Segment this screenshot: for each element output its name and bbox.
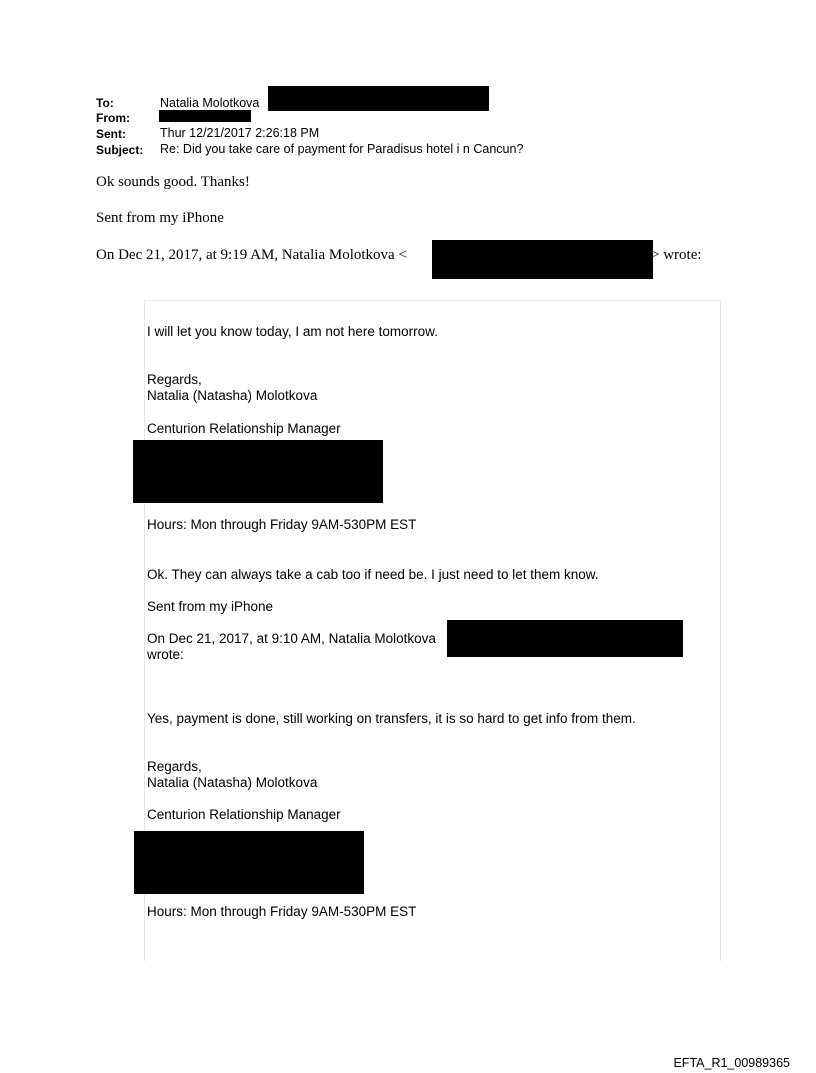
quote2-intro-line1: On Dec 21, 2017, at 9:10 AM, Natalia Molotkova <box>147 631 436 646</box>
redaction-quote1-contact <box>133 440 383 503</box>
quote-intro-before: On Dec 21, 2017, at 9:19 AM, Natalia Molotkova < <box>96 247 407 263</box>
from-label: From: <box>96 111 130 125</box>
redaction-quote2-email <box>447 620 683 657</box>
quote3-title: Centurion Relationship Manager <box>147 807 341 822</box>
quote3-message: Yes, payment is done, still working on transfers, it is so hard to get info from them. <box>147 711 636 726</box>
quote3-hours: Hours: Mon through Friday 9AM-530PM EST <box>147 904 417 919</box>
quote1-name: Natalia (Natasha) Molotkova <box>147 388 318 403</box>
quote1-hours: Hours: Mon through Friday 9AM-530PM EST <box>147 517 417 532</box>
to-value: Natalia Molotkova <box>160 96 260 110</box>
quote2-message: Ok. They can always take a cab too if need be. I just need to let them know. <box>147 567 599 582</box>
to-label: To: <box>96 96 114 110</box>
redaction-quote-email <box>432 240 653 279</box>
reply-line: Ok sounds good. Thanks! <box>96 174 250 190</box>
quote1-regards: Regards, <box>147 372 202 387</box>
quote2-intro-line2: wrote: <box>147 647 184 662</box>
subject-value: Re: Did you take care of payment for Paradisus hotel i n Cancun? <box>160 142 524 156</box>
redaction-quote3-contact <box>134 831 364 894</box>
sent-value: Thur 12/21/2017 2:26:18 PM <box>160 126 320 140</box>
quote1-message: I will let you know today, I am not here tomorrow. <box>147 324 438 339</box>
sent-label: Sent: <box>96 127 126 141</box>
quote3-name: Natalia (Natasha) Molotkova <box>147 775 318 790</box>
quote2-signature: Sent from my iPhone <box>147 599 274 614</box>
redaction-from <box>159 110 251 122</box>
document-id: EFTA_R1_00989365 <box>673 1056 790 1070</box>
redaction-to-email <box>268 86 489 111</box>
quote-intro-after: > wrote: <box>651 247 702 263</box>
quote1-title: Centurion Relationship Manager <box>147 421 341 436</box>
reply-signature: Sent from my iPhone <box>96 210 224 226</box>
quote3-regards: Regards, <box>147 759 202 774</box>
subject-label: Subject: <box>96 143 144 157</box>
